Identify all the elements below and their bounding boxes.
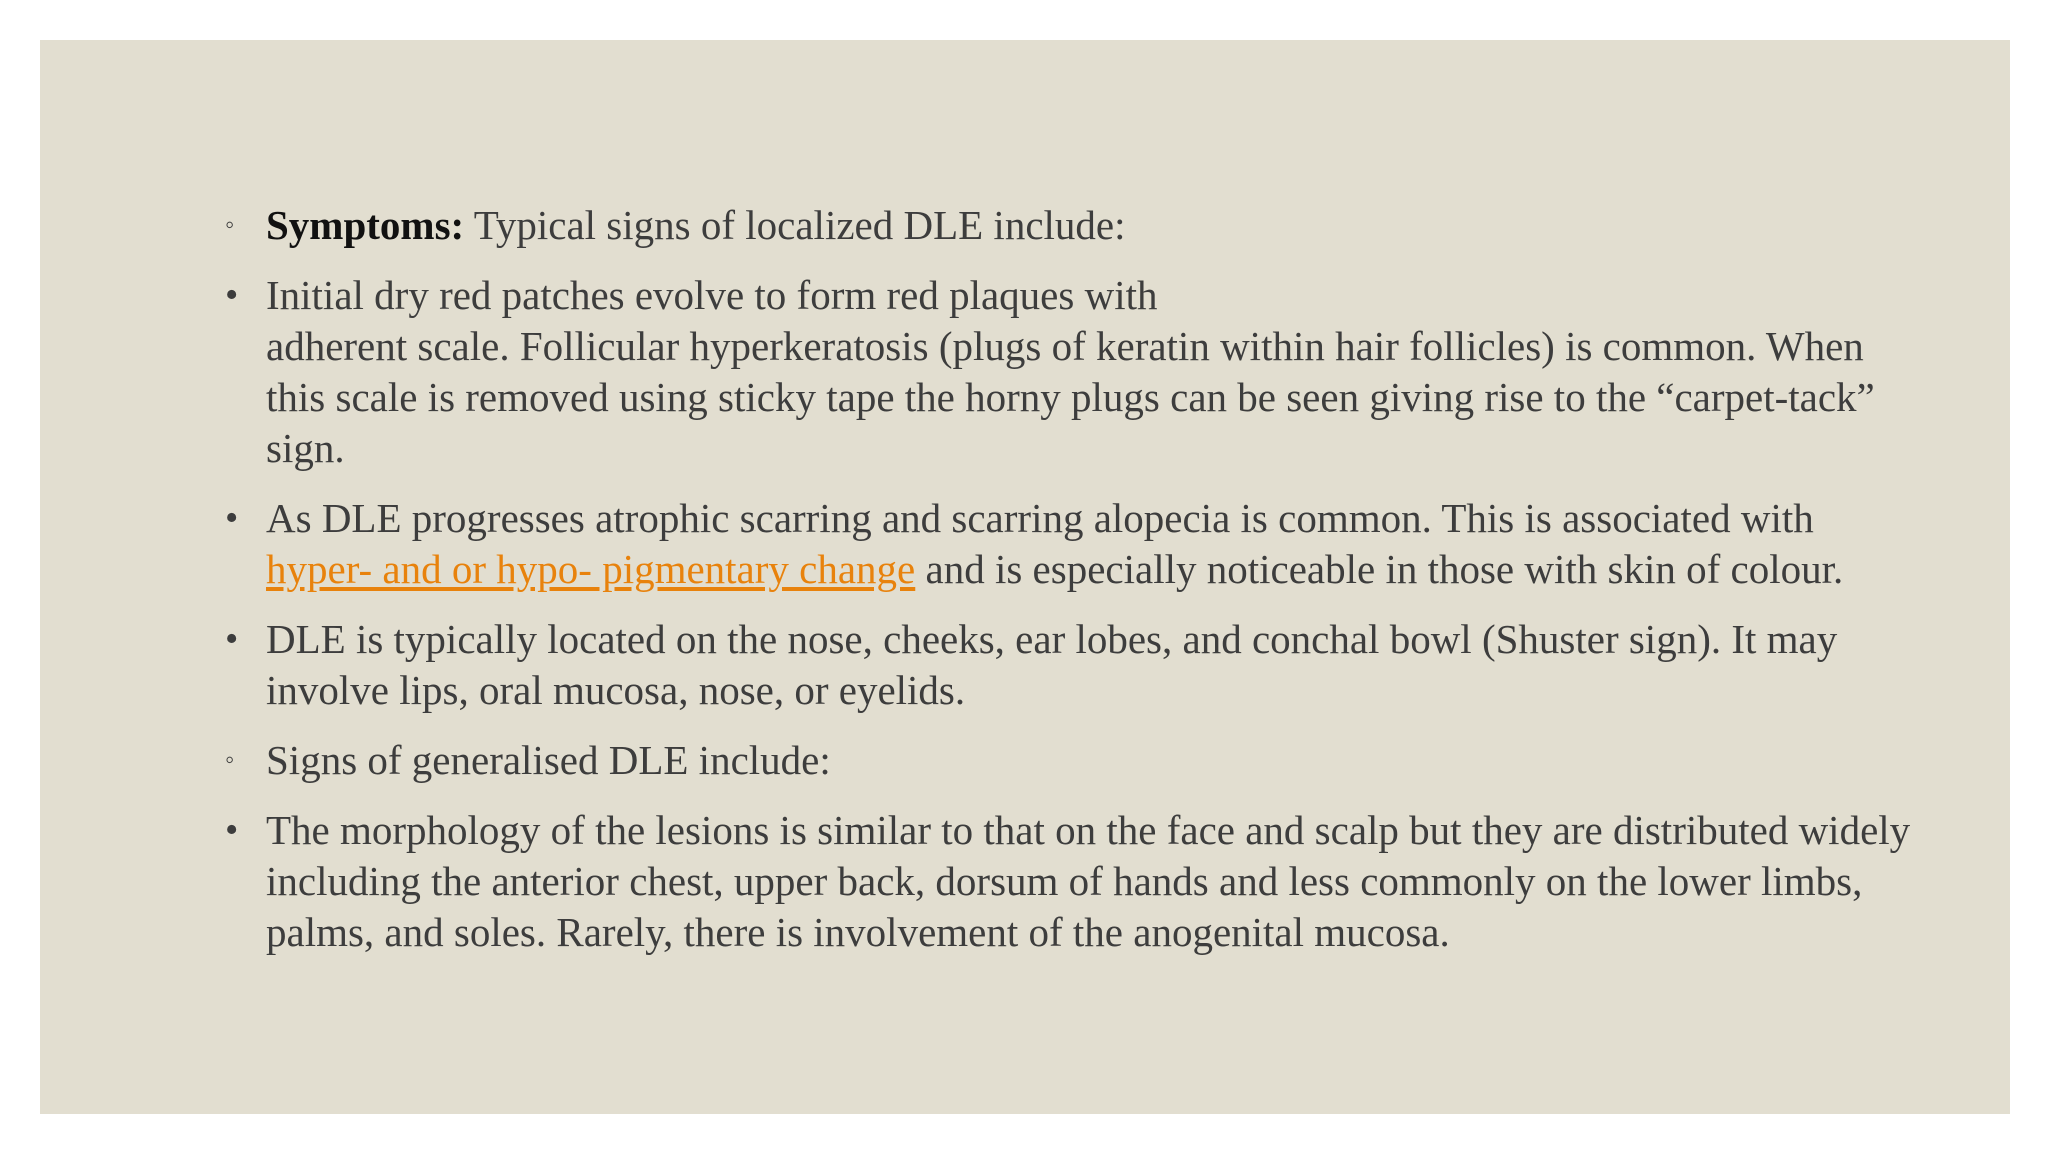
bullet-icon: • [225,274,239,316]
list-item-morphology [225,805,1925,958]
bullet-icon: • [225,497,239,539]
list-item-generalised [225,735,1925,786]
hollow-bullet-icon: ◦ [225,210,235,239]
initial-patches-line1: Initial dry red patches evolve to form red plaques with [266,272,1158,318]
initial-patches-line2: adherent scale. Follicular hyperkeratosis (plugs of keratin within hair follicles) is common. When this scale is removed using sticky tape the horny plugs can be seen giving rise to the “carpet-tack” sign. [266,323,1875,471]
hollow-bullet-icon: ◦ [225,745,235,774]
location-text: DLE is typically located on the nose, cheeks, ear lobes, and conchal bowl (Shuster sign). It may involve lips, oral mucosa, nose, or eyelids. [266,616,1838,713]
symptoms-intro-text: Typical signs of localized DLE include: [464,202,1126,248]
progression-text-before: As DLE progresses atrophic scarring and scarring alopecia is common. This is associated with [266,495,1814,541]
list-item-location [225,614,1925,716]
slide [40,40,2010,1114]
list-item-initial-patches [225,270,1925,474]
morphology-text: The morphology of the lesions is similar to that on the face and scalp but they are distributed widely including the anterior chest, upper back, dorsum of hands and less commonly on the lower limbs, palms, and soles. Rarely, there is involvement of the anogenital mucosa. [266,807,1911,955]
list-item-progression [225,493,1925,595]
bullet-icon: • [225,809,239,851]
generalised-intro-text: Signs of generalised DLE include: [266,737,831,783]
pigmentary-change-link[interactable]: hyper- and or hypo- pigmentary change [266,546,916,592]
bullet-icon: • [225,618,239,660]
list-item-symptoms [225,200,1925,251]
bullet-list [225,200,1925,977]
symptoms-heading: Symptoms: [266,202,465,248]
progression-text-after: and is especially noticeable in those with skin of colour. [915,546,1844,592]
